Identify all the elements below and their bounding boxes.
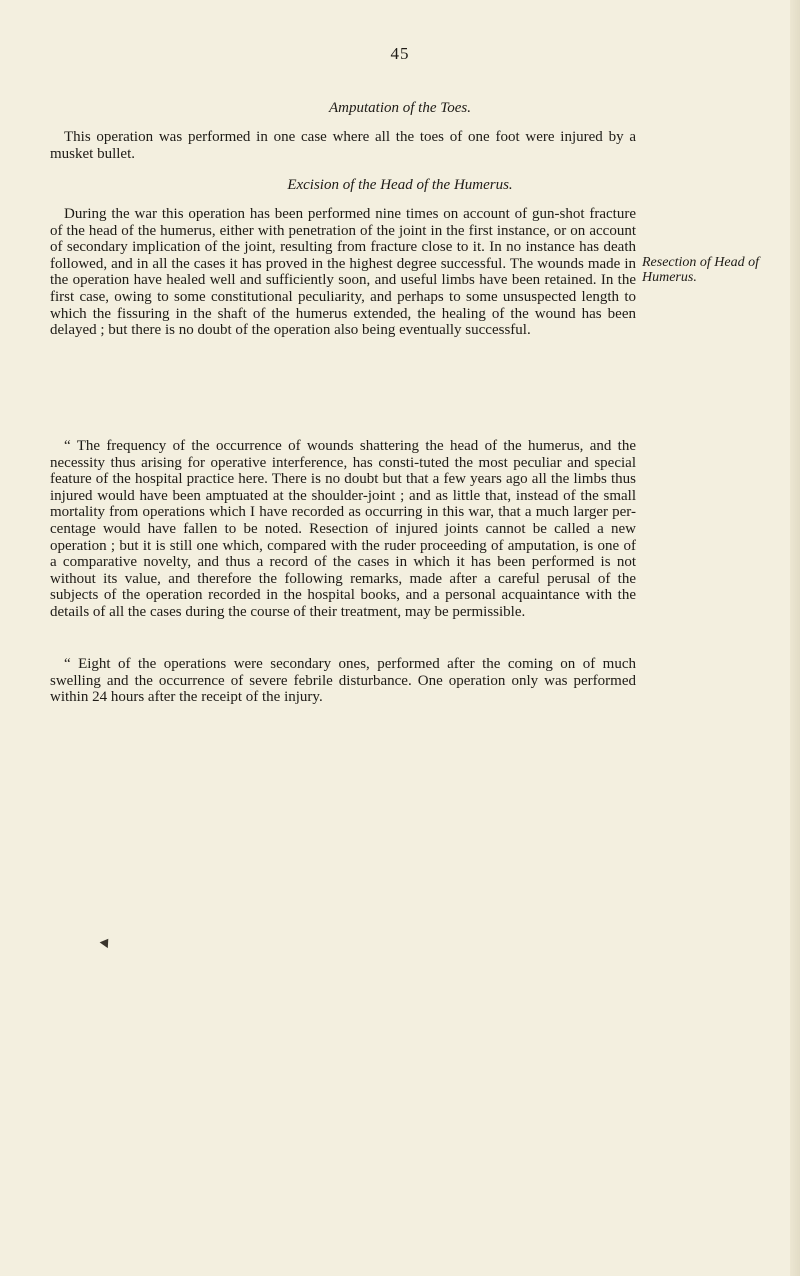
paragraph-excision-intro: During the war this operation has been performed nine times on account of gun-shot fracture of the head of the humerus, either with penetration of the joint in the first instance, or on account of secondary implication of the joint, resulting from fracture close to it. In no instance has death followed, and in all the cases it has proved in the highest degree successful. The wounds made in the operation have healed well and sufficiently soon, and useful limbs have been retained. In the first case, owing to some constitutional peculiarity, and perhaps to some unsuspected length to which the fissuring in the shaft of the humerus extended, the healing of the wound has been delayed ; but there is no doubt of the operation also being eventually successful. <box>50 206 636 339</box>
ink-mark <box>100 936 113 948</box>
section-heading-amputation: Amputation of the Toes. <box>329 100 471 116</box>
paragraph-amputation: This operation was performed in one case where all the toes of one foot were injured by a musket bullet. <box>50 129 636 162</box>
paragraph-frequency: “ The frequency of the occurrence of wounds shattering the head of the humerus, and the necessity thus arising for operative interference, has consti-tuted the most peculiar and special feature of the hospital practice here. There is no doubt but that a few years ago all the limbs thus injured would have been amptuated at the shoulder-joint ; and as little that, instead of the small mortality from operations which I have recorded as occurring in this war, that a much larger per-centage would have fallen to be noted. Resection of injured joints cannot be called a new operation ; but it is still one which, compared with the ruder proceeding of amputation, is one of a comparative novelty, and thus a record of the cases in which it has been performed is not without its value, and therefore the following remarks, made after a careful perusal of the subjects of the operation recorded in the hospital books, and a personal acquaintance with the details of all the cases during the course of their treatment, may be permissible. <box>50 438 636 620</box>
page-number: 45 <box>390 44 410 63</box>
section-heading-excision: Excision of the Head of the Humerus. <box>287 177 513 193</box>
paragraph-secondary-operations: “ Eight of the operations were secondary ones, performed after the coming on of much swelling and the occurrence of severe febrile disturbance. One operation only was performed within 24 hours after the receipt of the injury. <box>50 656 636 706</box>
margin-note: Resection of Head of Humerus. <box>642 255 760 285</box>
